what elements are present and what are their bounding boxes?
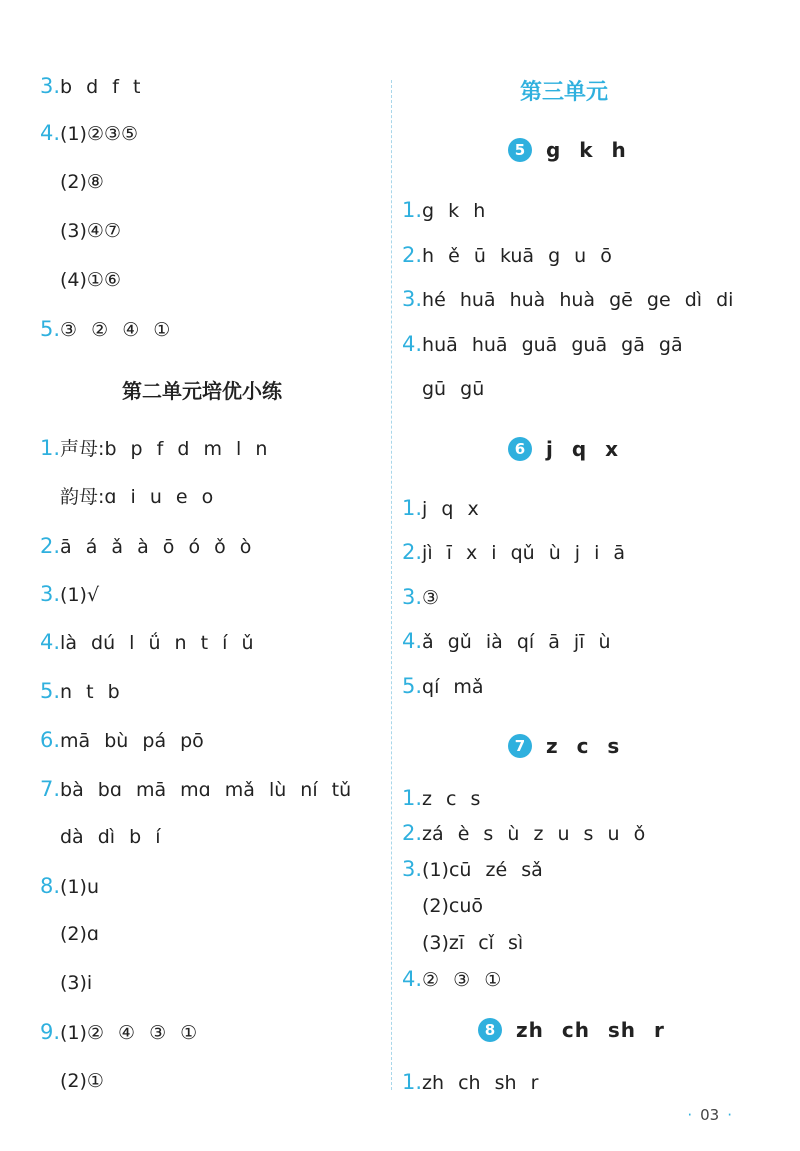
answer-line: 1.声母:b p f d m l n [40,436,268,460]
answer-line: (2)① [60,1070,104,1092]
section-header [508,138,627,162]
answer-line: (2)ɑ [60,923,99,945]
answer-line: (2)cuō [422,895,484,917]
answer-line: 3.(1)√ [40,582,100,606]
section-number-badge: 6 [508,437,532,461]
answer-line: 2.h ě ū kuā g u ō [402,243,612,267]
section-title: 第二单元培优小练 [122,379,282,403]
page-number-text: 03 [700,1106,720,1124]
section-letters: z c s [546,734,621,758]
answer-line: dà dì b í [60,826,161,848]
section-header [478,1018,665,1042]
column-divider [391,80,392,1090]
bullet-dot-icon: · [727,1106,732,1124]
answer-line: 5.n t b [40,679,120,703]
answer-line: 1.j q x [402,496,479,520]
answer-line: 1.zh ch sh r [402,1070,539,1094]
section-header [508,734,620,758]
answer-line: (3)i [60,972,93,994]
answer-line: 5.qí mǎ [402,674,484,698]
right-column [402,0,792,1151]
answer-line: 9.(1)② ④ ③ ① [40,1020,198,1044]
answer-line: (3)zī cǐ sì [422,932,524,954]
answer-line: 3.(1)cū zé sǎ [402,857,543,881]
answer-line: 4.② ③ ① [402,967,502,991]
answer-line: 8.(1)u [40,874,100,898]
answer-line: (4)①⑥ [60,269,121,291]
answer-line: 4.huā huā guā guā gā gā [402,332,683,356]
answer-line: 4.là dú l ǘ n t í ǔ [40,630,254,654]
section-letters: g k h [546,138,627,162]
section-number-badge: 7 [508,734,532,758]
section-letters: j q x [546,437,619,461]
answer-line: 1.g k h [402,198,486,222]
section-header [508,437,619,461]
answer-line: 3.③ [402,585,440,609]
answer-line: 6.mā bù pá pō [40,728,204,752]
page-number [679,1106,740,1124]
answer-line: 3.hé huā huà huà gē ge dì di [402,287,734,311]
answer-line: 2.ā á ǎ à ō ó ǒ ò [40,534,252,558]
unit-title: 第三单元 [520,80,609,105]
answer-line: 7.bà bɑ mā mɑ mǎ lù ní tǔ [40,777,352,801]
answer-line: 2.jì ī x i qǔ ù j i ā [402,540,626,564]
answer-line: 1.z c s [402,786,481,810]
section-number-badge: 5 [508,138,532,162]
answer-line: 韵母:ɑ i u e o [60,486,214,508]
answer-line: (3)④⑦ [60,220,121,242]
section-letters: zh ch sh r [516,1018,665,1042]
bullet-dot-icon: · [687,1106,693,1124]
answer-line: 4.(1)②③⑤ [40,121,139,145]
answer-line: 2.zá è s ù z u s u ǒ [402,821,646,845]
answer-line: gū gū [422,378,485,400]
answer-line: 4.ǎ gǔ ià qí ā jī ù [402,629,611,653]
answer-line: 3.b d f t [40,74,141,98]
answer-line: 5.③ ② ④ ① [40,317,171,341]
answer-line: (2)⑧ [60,171,104,193]
section-number-badge: 8 [478,1018,502,1042]
left-column [40,0,380,1151]
